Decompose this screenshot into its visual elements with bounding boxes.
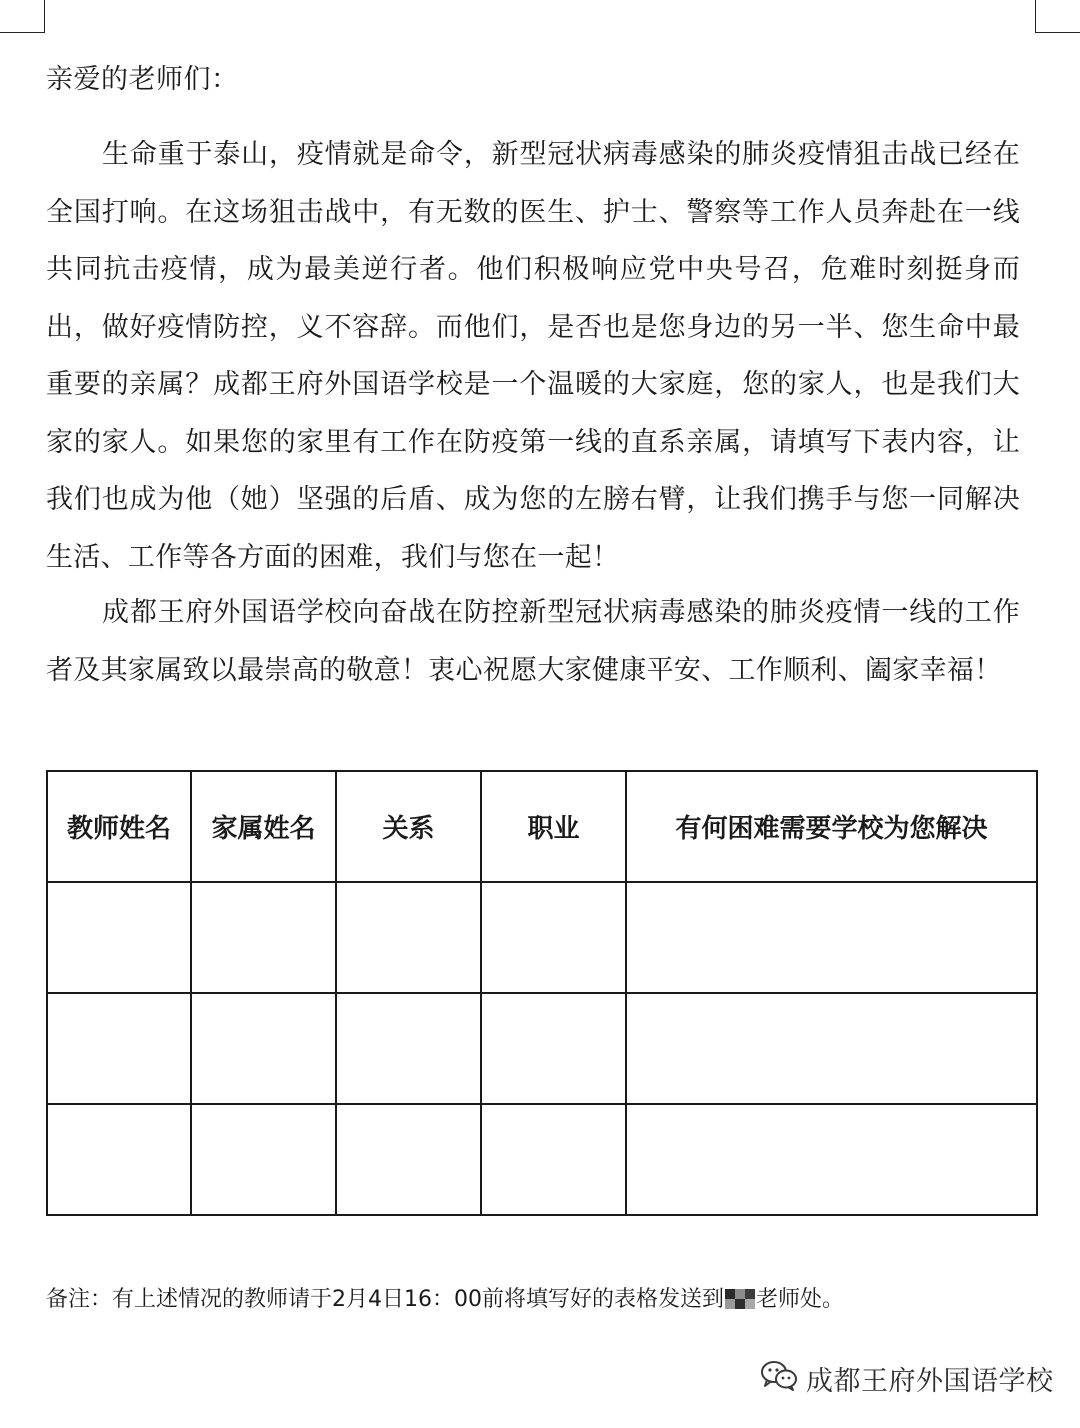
table-header-row [47,771,1037,882]
table-cell [191,1104,336,1215]
table-row [47,993,1037,1104]
crop-mark-top-left [0,0,45,33]
table-row [47,1104,1037,1215]
table-cell [481,1104,626,1215]
header-occupation: 职业 [481,771,626,882]
table-cell [481,993,626,1104]
crop-mark-top-right [1035,0,1080,33]
watermark-text: 成都王府外国语学校 [806,1365,1054,1397]
table-cell [336,882,481,993]
wechat-icon [760,1360,798,1396]
header-difficulties: 有何困难需要学校为您解决 [626,771,1037,882]
family-info-table [46,770,1038,1216]
table-cell [47,993,191,1104]
wechat-watermark [760,1357,1054,1399]
table-cell [47,882,191,993]
table-cell [47,1104,191,1215]
table-cell [481,882,626,993]
footnote [46,1282,844,1318]
table-cell [191,993,336,1104]
salutation: 亲爱的老师们： [46,64,239,95]
table-cell [191,882,336,993]
table-row [47,882,1037,993]
paragraph-1: 生命重于泰山，疫情就是命令，新型冠状病毒感染的肺炎疫情狙击战已经在全国打响。在这场狙击战中，有无数的医生、护士、警察等工作人员奔赴在一线共同抗击疫情，成为最美逆行者。他们积极响应党中央号召，危难时刻挺身而出，做好疫情防控，义不容辞。而他们，是否也是您身边的另一半、您生命中最重要的亲属？成都王府外国语学校是一个温暖的大家庭，您的家人，也是我们大家的家人。如果您的家里有工作在防疫第一线的直系亲属，请填写下表内容，让我们也成为他（她）坚强的后盾、成为您的左膀右臂，让我们携手与您一同解决生活、工作等各方面的困难，我们与您在一起！ [46,139,1020,573]
footnote-text-end: 老师处。 [756,1287,845,1312]
paragraph-2: 成都王府外国语学校向奋战在防控新型冠状病毒感染的肺炎疫情一线的工作者及其家属致以最崇高的敬意！衷心祝愿大家健康平安、工作顺利、阖家幸福！ [46,597,1020,686]
header-relationship: 关系 [336,771,481,882]
table-cell [336,1104,481,1215]
table-cell [336,993,481,1104]
footnote-text-start: 备注：有上述情况的教师请于2月4日16：00前将填写好的表格发送到 [46,1287,724,1312]
header-teacher-name: 教师姓名 [47,771,191,882]
header-family-name: 家属姓名 [191,771,336,882]
table-cell [626,882,1037,993]
redacted-name-block [725,1289,755,1309]
table-cell [626,1104,1037,1215]
table-cell [626,993,1037,1104]
